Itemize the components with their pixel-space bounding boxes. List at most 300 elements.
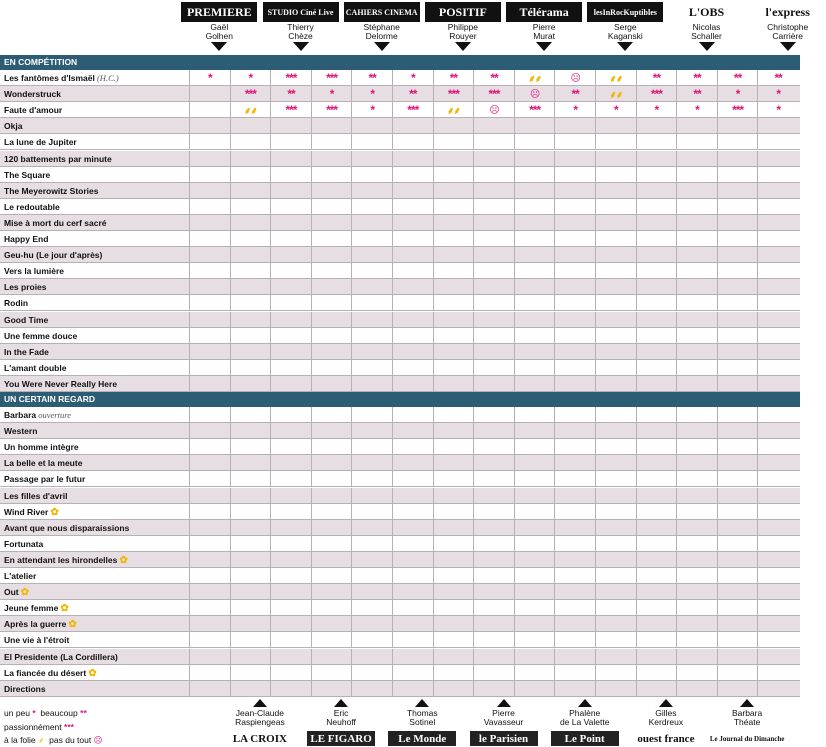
rating-cell xyxy=(676,632,717,648)
rating-cell xyxy=(717,681,758,697)
rating-cell xyxy=(717,455,758,471)
rating-cell xyxy=(433,167,474,183)
rating-cell xyxy=(473,504,514,520)
rating-cell xyxy=(351,360,392,376)
rating-cell xyxy=(189,70,230,86)
rating-cell xyxy=(433,134,474,150)
section-band: EN COMPÉTITION xyxy=(0,55,800,70)
rating-cell xyxy=(554,632,595,648)
rating-cell xyxy=(473,407,514,423)
star-rating: *** xyxy=(326,103,338,118)
rating-cell xyxy=(189,247,230,263)
film-title xyxy=(4,455,82,471)
triangle-down-icon xyxy=(374,42,390,51)
rating-cell xyxy=(636,247,677,263)
rating-cell xyxy=(392,215,433,231)
rating-cell xyxy=(351,600,392,616)
rating-cell xyxy=(595,649,636,665)
rating-cell xyxy=(473,600,514,616)
rating-cell xyxy=(595,568,636,584)
film-title-text: Out xyxy=(4,587,19,598)
legend-un-peu: un peu xyxy=(4,708,30,718)
rating-cell xyxy=(636,312,677,328)
star-rating: *** xyxy=(285,103,297,118)
rating-cell xyxy=(189,167,230,183)
rating-cell xyxy=(514,616,555,632)
bottom-critic-logo: Le Journal du Dimanche xyxy=(709,734,785,743)
rating-cell xyxy=(311,167,352,183)
rating-cell xyxy=(514,312,555,328)
rating-cell xyxy=(757,86,798,102)
rating-cell xyxy=(311,632,352,648)
rating-cell xyxy=(270,215,311,231)
rating-cell xyxy=(473,344,514,360)
rating-cell xyxy=(636,632,677,648)
triangle-down-icon xyxy=(455,42,471,51)
rating-cell xyxy=(676,407,717,423)
film-title xyxy=(4,279,47,295)
rating-cell xyxy=(676,681,717,697)
rating-cell xyxy=(554,199,595,215)
rating-cell xyxy=(757,295,798,311)
rating-cell xyxy=(311,376,352,392)
rating-cell xyxy=(392,151,433,167)
rating-cell xyxy=(595,488,636,504)
rating-cell xyxy=(392,600,433,616)
palm-icon: ⸙⸙ xyxy=(446,106,460,118)
rating-cell xyxy=(392,471,433,487)
rating-cell xyxy=(392,70,433,86)
rating-cell xyxy=(757,134,798,150)
table-row xyxy=(0,183,800,199)
rating-cell xyxy=(311,439,352,455)
rating-cell xyxy=(351,423,392,439)
rating-cell xyxy=(392,134,433,150)
rating-cell xyxy=(595,552,636,568)
rating-cell xyxy=(270,488,311,504)
table-row xyxy=(0,423,800,439)
film-title xyxy=(4,295,28,311)
table-row xyxy=(0,632,800,648)
rating-cell xyxy=(554,86,595,102)
rating-cell xyxy=(351,70,392,86)
film-title xyxy=(4,471,85,487)
rating-cell xyxy=(636,151,677,167)
rating-cell xyxy=(473,86,514,102)
rating-cell xyxy=(433,520,474,536)
rating-cell xyxy=(717,568,758,584)
rating-cell xyxy=(757,344,798,360)
rating-cell xyxy=(230,102,271,118)
rating-cell xyxy=(595,632,636,648)
rating-cell xyxy=(311,295,352,311)
rating-cell xyxy=(554,439,595,455)
rating-cell xyxy=(636,439,677,455)
rating-cell xyxy=(311,552,352,568)
rating-cell xyxy=(595,183,636,199)
rating-cell xyxy=(392,520,433,536)
rating-cell xyxy=(717,328,758,344)
rating-cell xyxy=(554,568,595,584)
table-row xyxy=(0,247,800,263)
film-title xyxy=(4,312,48,328)
rating-cell xyxy=(230,360,271,376)
film-title xyxy=(4,86,61,102)
rating-cell xyxy=(757,199,798,215)
rating-cell xyxy=(392,423,433,439)
rating-cell xyxy=(433,215,474,231)
table-row xyxy=(0,199,800,215)
rating-cell xyxy=(433,344,474,360)
rating-cell xyxy=(311,665,352,681)
film-title-text: Fortunata xyxy=(4,538,44,549)
rating-cell xyxy=(473,279,514,295)
film-title-text: Vers la lumière xyxy=(4,266,65,277)
rating-cell xyxy=(554,312,595,328)
star-rating: * xyxy=(735,87,740,102)
rating-cell xyxy=(351,376,392,392)
rating-cell xyxy=(351,488,392,504)
rating-cell xyxy=(757,279,798,295)
rating-cell xyxy=(270,376,311,392)
palm-icon: ⸙⸙ xyxy=(609,90,623,102)
rating-cell xyxy=(433,471,474,487)
rating-cell xyxy=(473,102,514,118)
film-title xyxy=(4,407,71,423)
rating-cell xyxy=(717,167,758,183)
film-title-text: Faute d'amour xyxy=(4,105,63,116)
rating-cell xyxy=(270,439,311,455)
rating-cell xyxy=(676,600,717,616)
rating-cell xyxy=(392,488,433,504)
film-title xyxy=(4,344,49,360)
table-row xyxy=(0,151,800,167)
rating-cell xyxy=(554,423,595,439)
rating-cell xyxy=(757,568,798,584)
rating-cell xyxy=(636,344,677,360)
film-title-text: Après la guerre xyxy=(4,619,67,630)
rating-cell xyxy=(230,344,271,360)
rating-cell xyxy=(676,312,717,328)
rating-cell xyxy=(595,407,636,423)
rating-cell xyxy=(514,295,555,311)
rating-cell xyxy=(676,455,717,471)
star-rating: ** xyxy=(287,87,295,102)
rating-cell xyxy=(189,134,230,150)
rating-cell xyxy=(351,471,392,487)
rating-cell xyxy=(554,183,595,199)
rating-cell xyxy=(230,295,271,311)
rating-cell xyxy=(189,536,230,552)
rating-cell xyxy=(311,231,352,247)
film-title xyxy=(4,360,66,376)
rating-cell xyxy=(676,665,717,681)
rating-cell xyxy=(392,536,433,552)
rating-cell xyxy=(554,263,595,279)
palm-icon: ⸙⸙ xyxy=(528,74,542,85)
rating-cell xyxy=(676,344,717,360)
rating-cell xyxy=(595,199,636,215)
triangle-down-icon xyxy=(617,42,633,51)
rating-cell xyxy=(392,247,433,263)
star-two-icon: ** xyxy=(80,708,87,718)
rating-cell xyxy=(351,344,392,360)
rating-cell xyxy=(676,70,717,86)
rating-cell xyxy=(230,423,271,439)
rating-cell xyxy=(433,681,474,697)
rating-cell xyxy=(514,568,555,584)
top-critic-name: Nicolas Schaller xyxy=(691,22,722,41)
rating-cell xyxy=(351,632,392,648)
rating-cell xyxy=(230,568,271,584)
rating-cell xyxy=(676,649,717,665)
rating-cell xyxy=(392,344,433,360)
table-row xyxy=(0,520,800,536)
rating-cell xyxy=(351,455,392,471)
rating-cell xyxy=(311,600,352,616)
film-title xyxy=(4,199,60,215)
rating-cell xyxy=(230,376,271,392)
bottom-critic-name: Phalène de La Valette xyxy=(559,708,610,727)
rating-cell xyxy=(230,488,271,504)
rating-cell xyxy=(311,649,352,665)
star-rating: ** xyxy=(733,71,742,85)
rating-cell xyxy=(717,665,758,681)
rating-cell xyxy=(514,681,555,697)
rating-cell xyxy=(433,376,474,392)
rating-cell xyxy=(595,263,636,279)
table-row xyxy=(0,118,800,134)
rating-cell xyxy=(473,471,514,487)
rating-cell xyxy=(189,600,230,616)
rating-cell xyxy=(595,471,636,487)
rating-cell xyxy=(473,632,514,648)
legend-a-la-folie: à la folie xyxy=(4,735,36,745)
rating-cell xyxy=(351,215,392,231)
film-title-text: 120 battements par minute xyxy=(4,153,112,164)
star-rating: * xyxy=(207,71,212,85)
star-rating: *** xyxy=(326,71,338,85)
rating-cell xyxy=(473,215,514,231)
film-title-text: Western xyxy=(4,426,38,437)
table-row xyxy=(0,102,800,118)
rating-cell xyxy=(392,376,433,392)
rating-cell xyxy=(595,520,636,536)
rating-cell xyxy=(392,407,433,423)
film-title xyxy=(4,552,128,568)
rating-cell xyxy=(433,102,474,118)
rating-cell xyxy=(757,263,798,279)
rating-cell xyxy=(270,616,311,632)
star-rating: * xyxy=(248,71,253,85)
rating-cell xyxy=(433,455,474,471)
rating-cell xyxy=(351,407,392,423)
top-critic-name: Pierre Murat xyxy=(532,22,556,41)
top-critic-logo: L'OBS xyxy=(669,2,745,22)
star-rating: *** xyxy=(285,71,297,85)
rating-cell xyxy=(311,70,352,86)
rating-cell xyxy=(270,151,311,167)
rating-cell xyxy=(514,455,555,471)
rating-cell xyxy=(757,376,798,392)
rating-cell xyxy=(757,471,798,487)
rating-cell xyxy=(717,279,758,295)
rating-cell xyxy=(270,231,311,247)
rating-cell xyxy=(189,584,230,600)
rating-cell xyxy=(554,102,595,118)
rating-cell xyxy=(189,328,230,344)
rating-cell xyxy=(676,423,717,439)
legend-line-1 xyxy=(4,708,87,718)
rating-cell xyxy=(676,118,717,134)
rating-cell xyxy=(636,471,677,487)
rating-cell xyxy=(514,649,555,665)
rating-cell xyxy=(757,312,798,328)
rating-cell xyxy=(392,665,433,681)
film-title-text: Barbara xyxy=(4,410,37,420)
rating-cell xyxy=(351,552,392,568)
rating-cell xyxy=(636,600,677,616)
rating-cell xyxy=(514,118,555,134)
rating-cell xyxy=(595,134,636,150)
rating-cell xyxy=(473,455,514,471)
rating-cell xyxy=(595,151,636,167)
film-title xyxy=(4,536,43,552)
rating-cell xyxy=(554,455,595,471)
rating-cell xyxy=(473,231,514,247)
rating-cell xyxy=(676,439,717,455)
rating-cell xyxy=(757,632,798,648)
film-title-text: Les filles d'avril xyxy=(4,490,68,501)
rating-cell xyxy=(189,649,230,665)
rating-cell xyxy=(230,471,271,487)
rating-cell xyxy=(514,520,555,536)
rating-cell xyxy=(433,312,474,328)
rating-cell xyxy=(757,183,798,199)
table-row xyxy=(0,407,800,423)
bottom-critic-logo: Le Monde xyxy=(388,731,456,746)
bottom-critic-logo: LE FIGARO xyxy=(307,731,375,746)
rating-cell xyxy=(595,102,636,118)
film-title-text: The Meyerowitz Stories xyxy=(4,185,99,196)
rating-cell xyxy=(514,344,555,360)
film-title-text: The Square xyxy=(4,169,51,180)
rating-cell xyxy=(189,279,230,295)
triangle-down-icon xyxy=(780,42,796,51)
film-title-text: Happy End xyxy=(4,234,49,244)
film-title-text: Une vie à l'étroit xyxy=(4,635,70,646)
rating-cell xyxy=(392,312,433,328)
table-row xyxy=(0,600,800,616)
rating-cell xyxy=(392,199,433,215)
rating-cell xyxy=(676,360,717,376)
rating-cell xyxy=(189,665,230,681)
rating-cell xyxy=(595,247,636,263)
rating-cell xyxy=(351,86,392,102)
rating-cell xyxy=(676,504,717,520)
rating-cell xyxy=(189,471,230,487)
rating-cell xyxy=(230,552,271,568)
star-rating: ** xyxy=(571,87,579,102)
rating-cell xyxy=(636,520,677,536)
table-row xyxy=(0,504,800,520)
top-critic-logo: PREMIERE xyxy=(181,2,257,22)
rating-cell xyxy=(189,632,230,648)
rating-cell xyxy=(757,455,798,471)
rating-cell xyxy=(230,70,271,86)
rating-cell xyxy=(433,263,474,279)
rating-cell xyxy=(230,328,271,344)
rating-cell xyxy=(351,312,392,328)
bottom-critic-name: Pierre Vavasseur xyxy=(483,708,524,727)
rating-cell xyxy=(554,649,595,665)
rating-cell xyxy=(636,616,677,632)
rating-cell xyxy=(189,86,230,102)
rating-cell xyxy=(473,520,514,536)
palm-icon: ⸙⸙ xyxy=(243,106,257,118)
rating-cell xyxy=(230,151,271,167)
rating-cell xyxy=(717,504,758,520)
rating-cell xyxy=(554,504,595,520)
star-rating: ** xyxy=(449,71,458,85)
table-row xyxy=(0,312,800,328)
rating-cell xyxy=(189,455,230,471)
rating-cell xyxy=(717,231,758,247)
rating-cell xyxy=(230,118,271,134)
film-title xyxy=(4,183,98,199)
rating-cell xyxy=(311,681,352,697)
triangle-up-icon xyxy=(415,699,429,707)
rating-cell xyxy=(757,681,798,697)
rating-cell xyxy=(595,423,636,439)
rating-cell xyxy=(189,118,230,134)
triangle-down-icon xyxy=(536,42,552,51)
rating-cell xyxy=(351,118,392,134)
rating-cell xyxy=(514,183,555,199)
star-rating: ** xyxy=(490,71,498,85)
table-row xyxy=(0,681,800,697)
rating-cell xyxy=(717,376,758,392)
rating-cell xyxy=(473,423,514,439)
rating-cell xyxy=(717,439,758,455)
rating-cell xyxy=(189,423,230,439)
rating-cell xyxy=(595,167,636,183)
rating-cell xyxy=(757,520,798,536)
rating-cell xyxy=(636,134,677,150)
rating-cell xyxy=(554,151,595,167)
rating-cell xyxy=(473,263,514,279)
rating-cell xyxy=(189,312,230,328)
rating-cell xyxy=(473,536,514,552)
rating-cell xyxy=(554,215,595,231)
table-row xyxy=(0,134,800,150)
rating-cell xyxy=(230,520,271,536)
rating-cell xyxy=(514,584,555,600)
rating-cell xyxy=(757,360,798,376)
rating-cell xyxy=(270,407,311,423)
rating-cell xyxy=(595,344,636,360)
rating-cell xyxy=(473,328,514,344)
film-title-text: Un homme intègre xyxy=(4,442,79,453)
rating-cell xyxy=(311,504,352,520)
rating-cell xyxy=(311,151,352,167)
rating-cell xyxy=(676,215,717,231)
rating-cell xyxy=(514,328,555,344)
film-title xyxy=(4,215,107,231)
rating-cell xyxy=(636,536,677,552)
star-rating: *** xyxy=(529,103,541,118)
film-title-text: Okja xyxy=(4,121,23,132)
